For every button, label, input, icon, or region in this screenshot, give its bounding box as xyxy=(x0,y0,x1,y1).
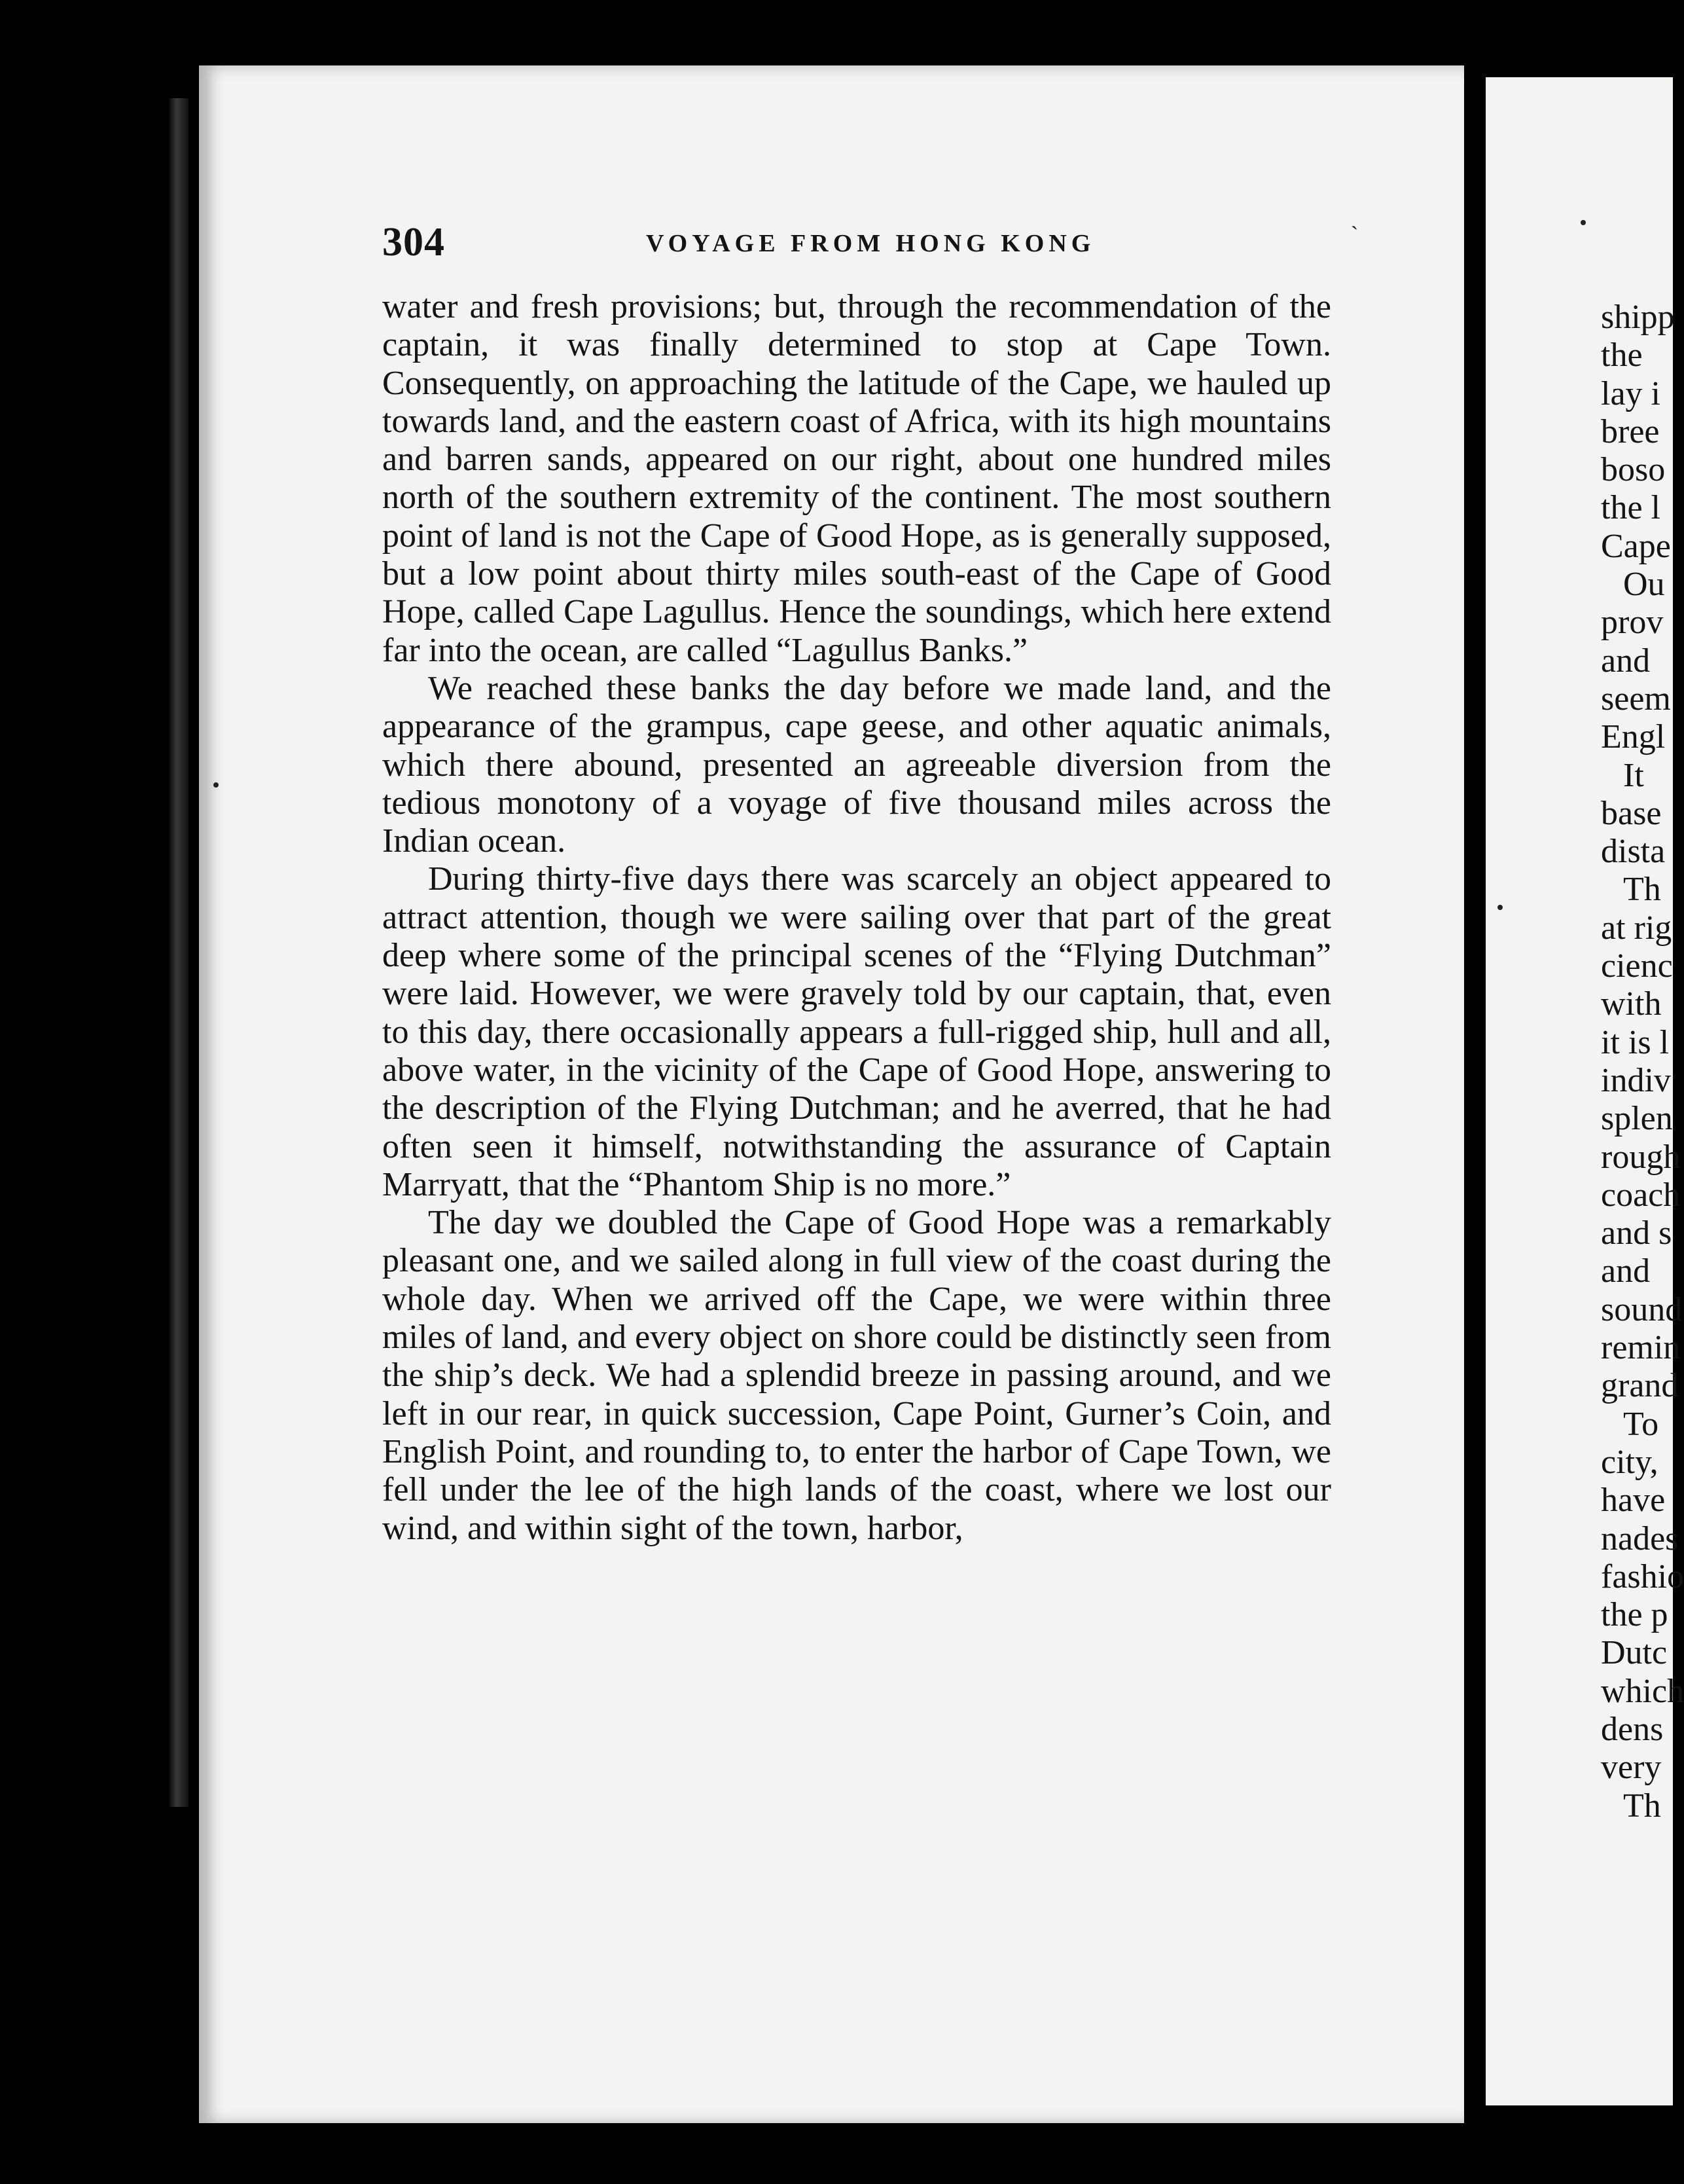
scan-speck xyxy=(1497,905,1503,910)
running-head: VOYAGE FROM HONG KONG xyxy=(646,230,1096,257)
paragraph: The day we doubled the Cape of Good Hope was a remarkably pleasant one, and we sailed along in full view of the coast during the whole day. When we arrived off the Cape, we were within three miles of land, and every object on shore could be distinctly seen from the ship’s deck. We had a splendid breeze in passing around, and we left in our rear, in quick succession, Cape Point, Gurner’s Coin, and English Point, and rounding to, to enter the harbor of Cape Town, we fell under the lee of the high lands of the coast, where we lost our wind, and within sight of the town, harbor, xyxy=(382,1204,1331,1547)
facing-page-line: the p xyxy=(1601,1596,1668,1634)
facing-page-line: rough xyxy=(1601,1138,1681,1176)
facing-page-line: splen xyxy=(1601,1100,1673,1138)
facing-page-line: the l xyxy=(1601,489,1660,527)
facing-page-line: fashio xyxy=(1601,1557,1684,1595)
facing-page-line: which xyxy=(1601,1672,1684,1710)
facing-page-line: dens xyxy=(1601,1710,1664,1748)
facing-page-line: city, xyxy=(1601,1443,1658,1481)
facing-page-line: lay i xyxy=(1601,374,1660,412)
paragraph: During thirty-five days there was scarcely an object appeared to attract attention, though we were sailing over that part of the great deep where some of the principal scenes of the “Flying Dutchman” were laid. However, we were gravely told by our captain, that, even to this day, there occasionally appears a full-rigged ship, hull and all, above water, in the vicinity of the Cape of Good Hope, answering to the description of the Flying Dutchman; and he averred, that he had often seen it himself, notwithstanding the assurance of Captain Marryatt, that the “Phantom Ship is no more.” xyxy=(382,860,1331,1203)
facing-page-line: shipp xyxy=(1601,299,1675,336)
facing-page-line: dista xyxy=(1601,833,1666,871)
facing-page-line: Engl xyxy=(1601,718,1666,756)
facing-page-line: with xyxy=(1601,985,1662,1023)
page-header xyxy=(382,216,1359,275)
facing-page-line: and xyxy=(1601,642,1651,680)
facing-page-line: and xyxy=(1601,1252,1651,1290)
facing-page-line: at rig xyxy=(1601,909,1672,947)
facing-page-line: grand xyxy=(1601,1367,1679,1405)
facing-page-line: prov xyxy=(1601,604,1664,642)
facing-page-line: Ou xyxy=(1623,566,1665,604)
facing-page-line: Th xyxy=(1623,871,1661,909)
facing-page-line: remin xyxy=(1601,1329,1681,1367)
header-mark: ` xyxy=(1351,223,1359,247)
facing-page-line: Cape xyxy=(1601,527,1671,565)
facing-page-line: Th xyxy=(1623,1787,1661,1825)
body-text xyxy=(382,288,1331,1548)
scan-speck xyxy=(1581,220,1586,225)
facing-page-line: sound xyxy=(1601,1290,1683,1328)
facing-page-line: it is l xyxy=(1601,1023,1670,1061)
facing-page-text xyxy=(1601,299,1684,1825)
facing-page-line: nades xyxy=(1601,1520,1679,1557)
paragraph: water and fresh provisions; but, through the recommendation of the captain, it was finally determined to stop at Cape Town. Consequently, on approaching the latitude of the Cape, we hauled up towards land, and the eastern coast of Africa, with its high mountains and barren sands, appeared on our right, about one hundred miles north of the southern extremity of the continent. The most southern point of land is not the Cape of Good Hope, as is generally supposed, but a low point about thirty miles south-east of the Cape of Good Hope, called Cape Lagullus. Hence the soundings, which here extend far into the ocean, are called “Lagullus Banks.” xyxy=(382,288,1331,669)
page-number: 304 xyxy=(382,220,445,264)
facing-page-line: and s xyxy=(1601,1214,1672,1252)
facing-page-line: indiv xyxy=(1601,1061,1671,1099)
facing-page-line: To xyxy=(1623,1405,1659,1443)
facing-page-line: have xyxy=(1601,1482,1666,1520)
facing-page-line: It xyxy=(1623,756,1644,794)
paragraph: We reached these banks the day before we made land, and the appearance of the grampus, cape geese, and other aquatic animals, which there abound, presented an agreeable diversion from the tedious monotony of a voyage of five thousand miles across the Indian ocean. xyxy=(382,669,1331,860)
scan-speck xyxy=(213,782,219,788)
facing-page-line: the xyxy=(1601,337,1643,374)
facing-page-line: seem xyxy=(1601,680,1671,718)
facing-page-line: Dutc xyxy=(1601,1634,1668,1672)
facing-page-line: coach xyxy=(1601,1176,1681,1214)
facing-page-line: boso xyxy=(1601,451,1666,489)
facing-page-line: base xyxy=(1601,794,1662,832)
facing-page-line: very xyxy=(1601,1749,1662,1787)
facing-page-line: bree xyxy=(1601,412,1660,450)
book-spine-edge xyxy=(169,98,188,1807)
facing-page-line: cienc xyxy=(1601,947,1673,985)
